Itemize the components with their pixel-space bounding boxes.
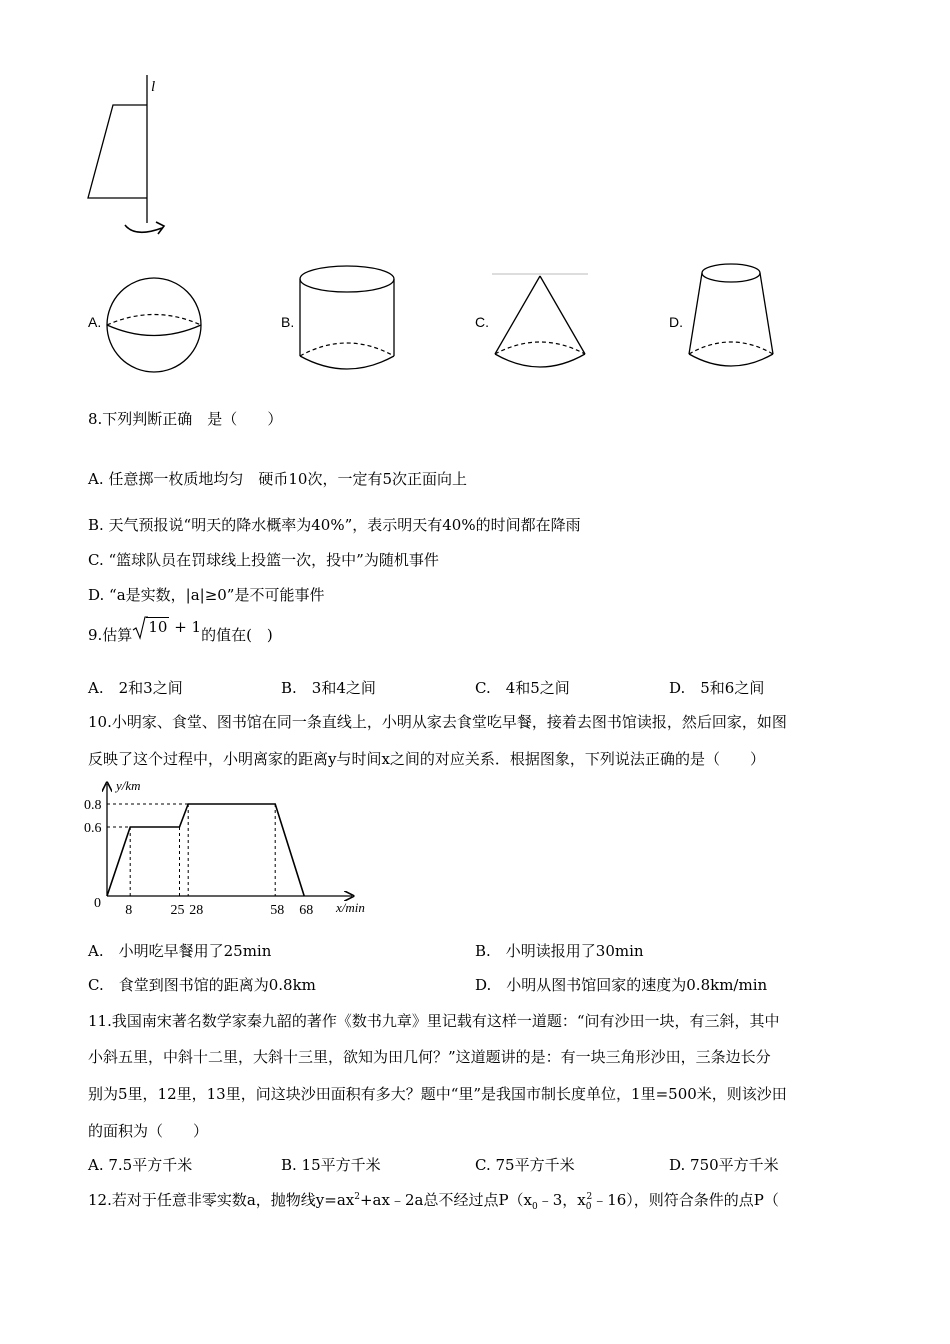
q11-option-c: C. 75平方千米 <box>475 1156 575 1174</box>
q8-option-c: C. “篮球队员在罚球线上投篮一次，投中”为随机事件 <box>88 551 439 569</box>
q12-text-b: +ax﹣2a总不经过点P（x <box>359 1191 532 1209</box>
cylinder-shape <box>296 262 398 374</box>
x-tick-label: 8 <box>125 903 133 918</box>
q10-option-c: C. 食堂到图书馆的距离为0.8km <box>88 976 316 994</box>
q12-text-a: 12.若对于任意非零实数a，抛物线y=ax <box>88 1191 355 1209</box>
q10-option-d: D. 小明从图书馆回家的速度为0.8km/min <box>475 976 768 994</box>
q11-line4: 的面积为（ ） <box>88 1122 209 1140</box>
x-tick-label: 58 <box>270 903 285 918</box>
origin-label: 0 <box>94 896 101 911</box>
q10-stem-line1: 10.小明家、食堂、图书馆在同一条直线上，小明从家去食堂吃早餐，接着去图书馆读报，然后回家，如图 <box>88 713 787 731</box>
q8-option-d: D. “a是实数，|a|≥0”是不可能事件 <box>88 586 325 604</box>
q11-option-b: B. 15平方千米 <box>281 1156 381 1174</box>
q9-option-c: C. 4和5之间 <box>475 679 570 697</box>
option-c-label: C. <box>475 314 489 330</box>
x-tick-label: 25 <box>170 903 185 918</box>
rotation-arrow-icon <box>125 225 162 232</box>
q9-prefix: 9.估算 <box>88 626 133 644</box>
q12-text-d: ﹣16），则符合条件的点P（ <box>592 1191 779 1209</box>
q11-line1: 11.我国南宋著名数学家秦九韶的著作《数书九章》里记载有这样一道题：“问有沙田一块，有三斜，其中 <box>88 1012 780 1030</box>
distance-time-chart <box>84 774 384 924</box>
q9-option-d: D. 5和6之间 <box>669 679 765 697</box>
trapezoid-rotation-figure <box>80 75 190 240</box>
q9-option-b: B. 3和4之间 <box>281 679 376 697</box>
q10-option-a: A. 小明吃早餐用了25min <box>88 942 272 960</box>
q8-option-b: B. 天气预报说“明天的降水概率为40%”，表示明天有40%的时间都在降雨 <box>88 516 581 534</box>
x-tick-label: 28 <box>189 903 204 918</box>
q8-stem: 8.下列判断正确 是（ ） <box>88 410 283 428</box>
q11-option-d: D. 750平方千米 <box>669 1156 779 1174</box>
option-d-label: D. <box>669 314 683 330</box>
x-axis-label: x/min <box>336 900 365 915</box>
frustum-shape <box>684 260 780 376</box>
plus-one: + 1 <box>174 618 202 636</box>
q9-stem <box>88 618 273 645</box>
sphere-shape <box>104 274 204 376</box>
q12-text-c: ﹣3，x <box>537 1191 586 1209</box>
radicand: 10 <box>148 618 168 636</box>
q8-option-a: A. 任意掷一枚质地均匀 硬币10次，一定有5次正面向上 <box>88 470 468 488</box>
radical-sign-icon <box>132 616 148 640</box>
y-tick-label: 0.8 <box>84 798 102 813</box>
q9-option-a: A. 2和3之间 <box>88 679 183 697</box>
option-b-label: B. <box>281 314 295 330</box>
series-line <box>107 804 304 896</box>
q11-option-a: A. 7.5平方千米 <box>88 1156 193 1174</box>
q12-sub: 0 <box>532 1202 538 1212</box>
cone-shape <box>490 270 590 374</box>
y-axis-label: y/km <box>116 778 141 793</box>
q11-line2: 小斜五里，中斜十二里，大斜十三里，欲知为田几何？”这道题讲的是：有一块三角形沙田，三条边长分 <box>88 1048 771 1066</box>
axis-label-l: l <box>151 79 156 95</box>
q10-stem-line2: 反映了这个过程中，小明离家的距离y与时间x之间的对应关系．根据图象，下列说法正确的是（ ） <box>88 750 765 768</box>
sqrt-expression <box>132 618 201 636</box>
q12-sup-b: 2 <box>586 1192 593 1202</box>
option-a-label: A. <box>88 314 102 330</box>
q9-suffix: 的值在( ) <box>201 626 273 644</box>
q11-line3: 别为5里，12里，13里，问这块沙田面积有多大？题中“里”是我国市制长度单位，1里=500米，则该沙田 <box>88 1085 787 1103</box>
q12-stem <box>88 1189 779 1212</box>
q12-sub-b: 0 <box>585 1202 592 1212</box>
q12-sup: 2 <box>354 1192 360 1202</box>
y-tick-label: 0.6 <box>84 821 102 836</box>
x-tick-label: 68 <box>299 903 314 918</box>
q10-option-b: B. 小明读报用了30min <box>475 942 644 960</box>
